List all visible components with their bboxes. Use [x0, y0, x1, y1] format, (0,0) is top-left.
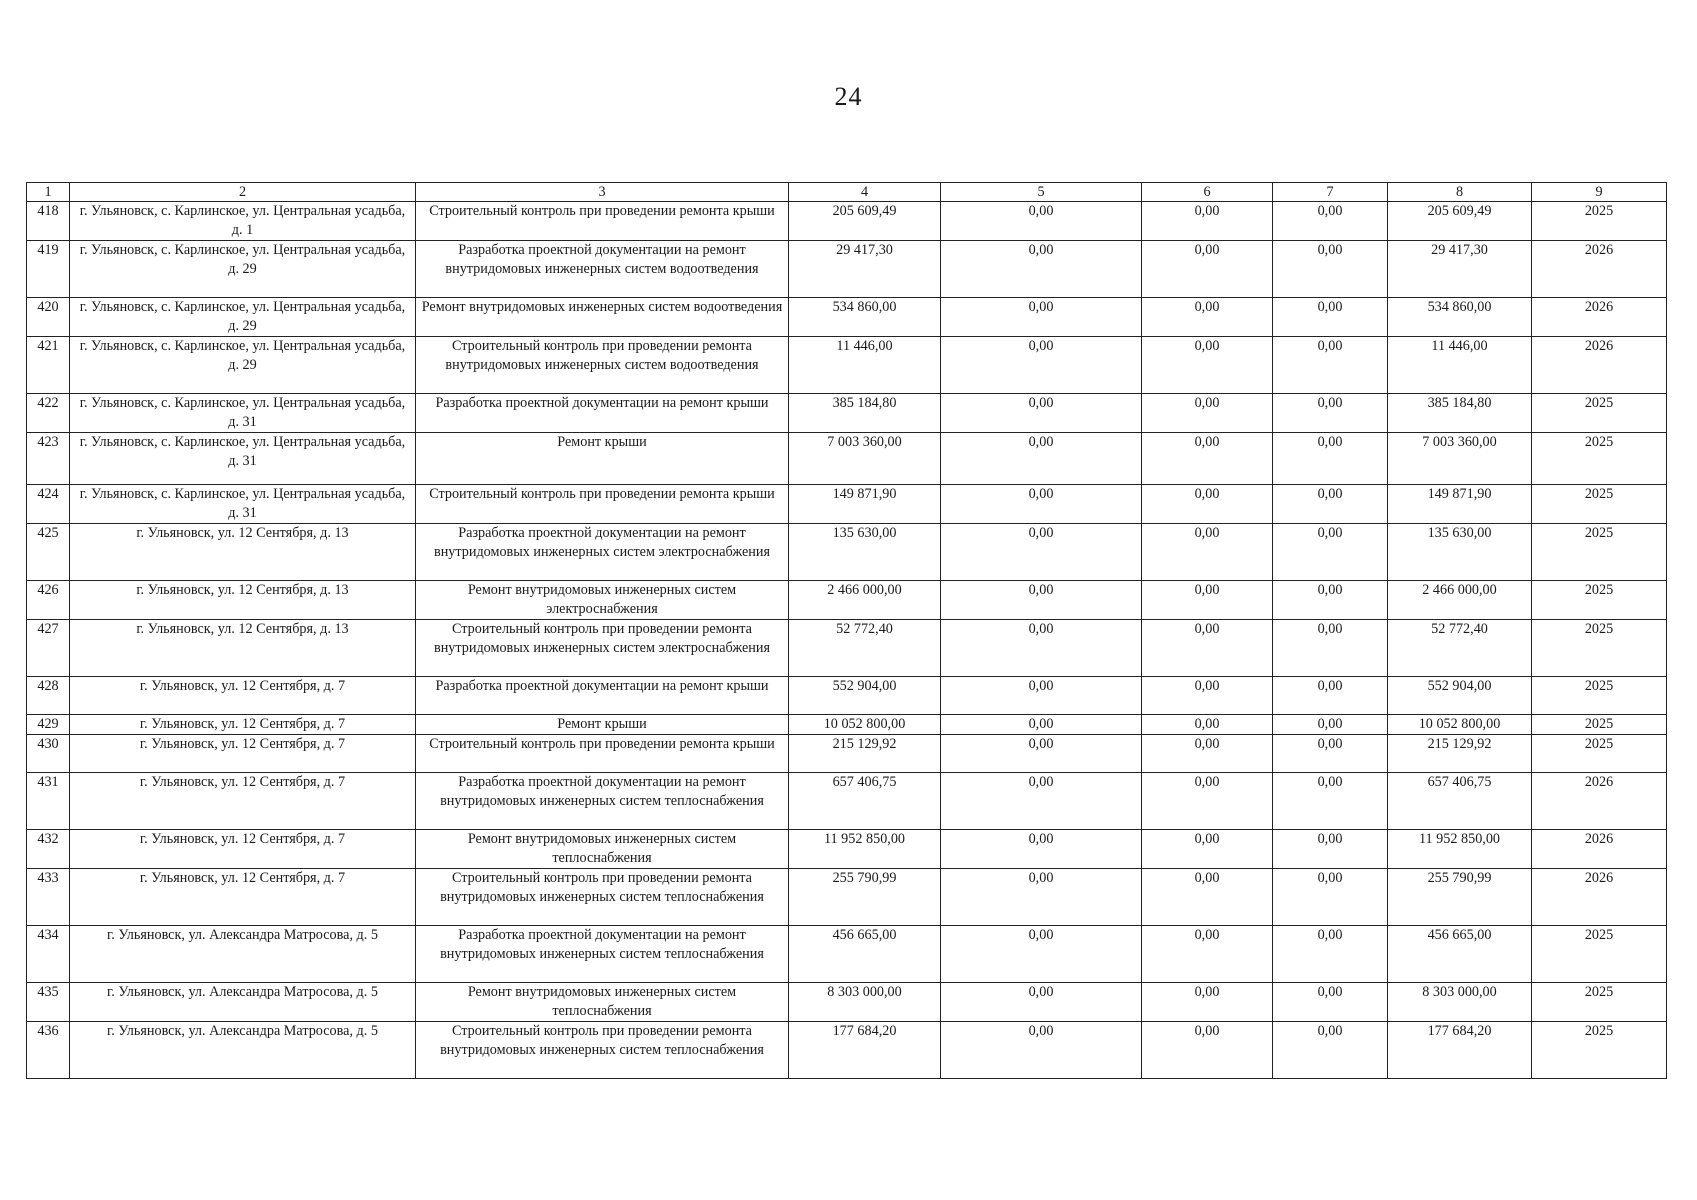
year-cell: 2026 [1532, 337, 1667, 394]
column-7-cell: 0,00 [1273, 773, 1388, 830]
year-cell: 2026 [1532, 869, 1667, 926]
work-type-cell: Разработка проектной документации на ремонт крыши [416, 677, 789, 715]
column-7-cell: 0,00 [1273, 241, 1388, 298]
work-type-cell: Разработка проектной документации на ремонт внутридомовых инженерных систем теплоснабжения [416, 773, 789, 830]
column-5-cell: 0,00 [941, 677, 1142, 715]
column-7-cell: 0,00 [1273, 869, 1388, 926]
column-7-cell: 0,00 [1273, 485, 1388, 524]
work-type-cell: Строительный контроль при проведении ремонта крыши [416, 735, 789, 773]
address-cell: г. Ульяновск, ул. Александра Матросова, д. 5 [70, 926, 416, 983]
table-row [27, 298, 1667, 337]
address-cell: г. Ульяновск, ул. 12 Сентября, д. 7 [70, 735, 416, 773]
year-cell: 2025 [1532, 202, 1667, 241]
column-6-cell: 0,00 [1142, 677, 1273, 715]
total-cost-cell: 552 904,00 [789, 677, 941, 715]
row-number-cell: 422 [27, 394, 70, 433]
table-row [27, 735, 1667, 773]
column-7-cell: 0,00 [1273, 433, 1388, 485]
column-number-header: 5 [941, 183, 1142, 202]
column-8-cell: 2 466 000,00 [1388, 581, 1532, 620]
column-6-cell: 0,00 [1142, 298, 1273, 337]
column-8-cell: 177 684,20 [1388, 1022, 1532, 1079]
column-5-cell: 0,00 [941, 983, 1142, 1022]
column-number-header: 8 [1388, 183, 1532, 202]
address-cell: г. Ульяновск, с. Карлинское, ул. Центральная усадьба, д. 29 [70, 298, 416, 337]
year-cell: 2025 [1532, 581, 1667, 620]
work-type-cell: Строительный контроль при проведении ремонта внутридомовых инженерных систем электроснабжения [416, 620, 789, 677]
column-number-header: 6 [1142, 183, 1273, 202]
year-cell: 2026 [1532, 298, 1667, 337]
column-6-cell: 0,00 [1142, 485, 1273, 524]
column-7-cell: 0,00 [1273, 202, 1388, 241]
table-row [27, 830, 1667, 869]
total-cost-cell: 657 406,75 [789, 773, 941, 830]
total-cost-cell: 385 184,80 [789, 394, 941, 433]
page-number: 24 [834, 82, 863, 111]
address-cell: г. Ульяновск, с. Карлинское, ул. Центральная усадьба, д. 1 [70, 202, 416, 241]
address-cell: г. Ульяновск, с. Карлинское, ул. Центральная усадьба, д. 29 [70, 241, 416, 298]
year-cell: 2025 [1532, 677, 1667, 715]
column-8-cell: 552 904,00 [1388, 677, 1532, 715]
column-8-cell: 534 860,00 [1388, 298, 1532, 337]
row-number-cell: 419 [27, 241, 70, 298]
column-5-cell: 0,00 [941, 715, 1142, 735]
column-7-cell: 0,00 [1273, 337, 1388, 394]
column-5-cell: 0,00 [941, 241, 1142, 298]
work-type-cell: Строительный контроль при проведении ремонта внутридомовых инженерных систем теплоснабжения [416, 1022, 789, 1079]
column-number-header: 4 [789, 183, 941, 202]
column-7-cell: 0,00 [1273, 677, 1388, 715]
column-5-cell: 0,00 [941, 773, 1142, 830]
column-8-cell: 11 952 850,00 [1388, 830, 1532, 869]
work-type-cell: Строительный контроль при проведении ремонта крыши [416, 485, 789, 524]
table-header-row [27, 183, 1667, 202]
row-number-cell: 429 [27, 715, 70, 735]
column-5-cell: 0,00 [941, 869, 1142, 926]
total-cost-cell: 29 417,30 [789, 241, 941, 298]
address-cell: г. Ульяновск, с. Карлинское, ул. Центральная усадьба, д. 29 [70, 337, 416, 394]
column-8-cell: 205 609,49 [1388, 202, 1532, 241]
row-number-cell: 426 [27, 581, 70, 620]
table-row [27, 1022, 1667, 1079]
table-row [27, 983, 1667, 1022]
row-number-cell: 435 [27, 983, 70, 1022]
table-row [27, 433, 1667, 485]
year-cell: 2026 [1532, 830, 1667, 869]
column-number-header: 3 [416, 183, 789, 202]
address-cell: г. Ульяновск, ул. Александра Матросова, д. 5 [70, 983, 416, 1022]
column-8-cell: 255 790,99 [1388, 869, 1532, 926]
table-row [27, 715, 1667, 735]
address-cell: г. Ульяновск, с. Карлинское, ул. Центральная усадьба, д. 31 [70, 485, 416, 524]
work-type-cell: Разработка проектной документации на ремонт внутридомовых инженерных систем теплоснабжения [416, 926, 789, 983]
column-8-cell: 8 303 000,00 [1388, 983, 1532, 1022]
address-cell: г. Ульяновск, ул. 12 Сентября, д. 7 [70, 715, 416, 735]
column-5-cell: 0,00 [941, 298, 1142, 337]
column-6-cell: 0,00 [1142, 715, 1273, 735]
total-cost-cell: 11 952 850,00 [789, 830, 941, 869]
table-row [27, 581, 1667, 620]
work-type-cell: Разработка проектной документации на ремонт крыши [416, 394, 789, 433]
work-type-cell: Разработка проектной документации на ремонт внутридомовых инженерных систем электроснабжения [416, 524, 789, 581]
column-number-header: 2 [70, 183, 416, 202]
row-number-cell: 424 [27, 485, 70, 524]
column-8-cell: 385 184,80 [1388, 394, 1532, 433]
column-6-cell: 0,00 [1142, 433, 1273, 485]
table-body [27, 202, 1667, 1079]
total-cost-cell: 11 446,00 [789, 337, 941, 394]
table-row [27, 337, 1667, 394]
column-8-cell: 10 052 800,00 [1388, 715, 1532, 735]
work-type-cell: Ремонт крыши [416, 715, 789, 735]
column-7-cell: 0,00 [1273, 394, 1388, 433]
work-type-cell: Ремонт крыши [416, 433, 789, 485]
column-7-cell: 0,00 [1273, 524, 1388, 581]
column-7-cell: 0,00 [1273, 715, 1388, 735]
column-number-header: 1 [27, 183, 70, 202]
total-cost-cell: 456 665,00 [789, 926, 941, 983]
work-type-cell: Разработка проектной документации на ремонт внутридомовых инженерных систем водоотведения [416, 241, 789, 298]
column-6-cell: 0,00 [1142, 983, 1273, 1022]
year-cell: 2026 [1532, 241, 1667, 298]
column-6-cell: 0,00 [1142, 620, 1273, 677]
address-cell: г. Ульяновск, ул. Александра Матросова, д. 5 [70, 1022, 416, 1079]
table-row [27, 202, 1667, 241]
year-cell: 2025 [1532, 926, 1667, 983]
row-number-cell: 421 [27, 337, 70, 394]
row-number-cell: 433 [27, 869, 70, 926]
address-cell: г. Ульяновск, с. Карлинское, ул. Центральная усадьба, д. 31 [70, 394, 416, 433]
column-6-cell: 0,00 [1142, 926, 1273, 983]
column-6-cell: 0,00 [1142, 830, 1273, 869]
column-8-cell: 215 129,92 [1388, 735, 1532, 773]
column-5-cell: 0,00 [941, 581, 1142, 620]
table-row [27, 620, 1667, 677]
address-cell: г. Ульяновск, ул. 12 Сентября, д. 13 [70, 581, 416, 620]
column-7-cell: 0,00 [1273, 926, 1388, 983]
column-7-cell: 0,00 [1273, 1022, 1388, 1079]
works-table [26, 182, 1667, 1079]
column-5-cell: 0,00 [941, 1022, 1142, 1079]
column-7-cell: 0,00 [1273, 735, 1388, 773]
column-8-cell: 135 630,00 [1388, 524, 1532, 581]
column-5-cell: 0,00 [941, 394, 1142, 433]
column-5-cell: 0,00 [941, 735, 1142, 773]
column-6-cell: 0,00 [1142, 337, 1273, 394]
column-5-cell: 0,00 [941, 524, 1142, 581]
work-type-cell: Ремонт внутридомовых инженерных систем теплоснабжения [416, 830, 789, 869]
work-type-cell: Ремонт внутридомовых инженерных систем теплоснабжения [416, 983, 789, 1022]
table-row [27, 926, 1667, 983]
year-cell: 2025 [1532, 735, 1667, 773]
address-cell: г. Ульяновск, ул. 12 Сентября, д. 13 [70, 620, 416, 677]
column-6-cell: 0,00 [1142, 202, 1273, 241]
column-number-header: 9 [1532, 183, 1667, 202]
work-type-cell: Строительный контроль при проведении ремонта внутридомовых инженерных систем теплоснабжения [416, 869, 789, 926]
total-cost-cell: 52 772,40 [789, 620, 941, 677]
total-cost-cell: 135 630,00 [789, 524, 941, 581]
column-number-header: 7 [1273, 183, 1388, 202]
work-type-cell: Ремонт внутридомовых инженерных систем электроснабжения [416, 581, 789, 620]
column-5-cell: 0,00 [941, 202, 1142, 241]
column-6-cell: 0,00 [1142, 394, 1273, 433]
column-8-cell: 7 003 360,00 [1388, 433, 1532, 485]
year-cell: 2025 [1532, 524, 1667, 581]
row-number-cell: 436 [27, 1022, 70, 1079]
column-8-cell: 456 665,00 [1388, 926, 1532, 983]
column-6-cell: 0,00 [1142, 524, 1273, 581]
year-cell: 2025 [1532, 620, 1667, 677]
total-cost-cell: 2 466 000,00 [789, 581, 941, 620]
column-6-cell: 0,00 [1142, 773, 1273, 830]
total-cost-cell: 7 003 360,00 [789, 433, 941, 485]
row-number-cell: 425 [27, 524, 70, 581]
row-number-cell: 428 [27, 677, 70, 715]
work-type-cell: Строительный контроль при проведении ремонта крыши [416, 202, 789, 241]
table-row [27, 524, 1667, 581]
column-5-cell: 0,00 [941, 433, 1142, 485]
total-cost-cell: 177 684,20 [789, 1022, 941, 1079]
column-8-cell: 29 417,30 [1388, 241, 1532, 298]
year-cell: 2025 [1532, 433, 1667, 485]
column-5-cell: 0,00 [941, 337, 1142, 394]
row-number-cell: 430 [27, 735, 70, 773]
column-7-cell: 0,00 [1273, 298, 1388, 337]
column-7-cell: 0,00 [1273, 620, 1388, 677]
work-type-cell: Ремонт внутридомовых инженерных систем водоотведения [416, 298, 789, 337]
column-6-cell: 0,00 [1142, 1022, 1273, 1079]
column-5-cell: 0,00 [941, 620, 1142, 677]
column-5-cell: 0,00 [941, 485, 1142, 524]
address-cell: г. Ульяновск, ул. 12 Сентября, д. 13 [70, 524, 416, 581]
total-cost-cell: 255 790,99 [789, 869, 941, 926]
column-5-cell: 0,00 [941, 926, 1142, 983]
total-cost-cell: 8 303 000,00 [789, 983, 941, 1022]
address-cell: г. Ульяновск, ул. 12 Сентября, д. 7 [70, 677, 416, 715]
column-6-cell: 0,00 [1142, 581, 1273, 620]
column-7-cell: 0,00 [1273, 830, 1388, 869]
column-6-cell: 0,00 [1142, 241, 1273, 298]
table-row [27, 485, 1667, 524]
row-number-cell: 432 [27, 830, 70, 869]
year-cell: 2025 [1532, 715, 1667, 735]
row-number-cell: 434 [27, 926, 70, 983]
total-cost-cell: 149 871,90 [789, 485, 941, 524]
column-8-cell: 149 871,90 [1388, 485, 1532, 524]
table-row [27, 394, 1667, 433]
address-cell: г. Ульяновск, ул. 12 Сентября, д. 7 [70, 830, 416, 869]
column-6-cell: 0,00 [1142, 869, 1273, 926]
total-cost-cell: 10 052 800,00 [789, 715, 941, 735]
row-number-cell: 431 [27, 773, 70, 830]
table-row [27, 869, 1667, 926]
year-cell: 2026 [1532, 773, 1667, 830]
year-cell: 2025 [1532, 983, 1667, 1022]
address-cell: г. Ульяновск, ул. 12 Сентября, д. 7 [70, 773, 416, 830]
year-cell: 2025 [1532, 394, 1667, 433]
column-6-cell: 0,00 [1142, 735, 1273, 773]
year-cell: 2025 [1532, 1022, 1667, 1079]
column-8-cell: 52 772,40 [1388, 620, 1532, 677]
table-row [27, 241, 1667, 298]
row-number-cell: 418 [27, 202, 70, 241]
column-7-cell: 0,00 [1273, 983, 1388, 1022]
column-7-cell: 0,00 [1273, 581, 1388, 620]
row-number-cell: 420 [27, 298, 70, 337]
column-5-cell: 0,00 [941, 830, 1142, 869]
table-row [27, 677, 1667, 715]
address-cell: г. Ульяновск, ул. 12 Сентября, д. 7 [70, 869, 416, 926]
total-cost-cell: 534 860,00 [789, 298, 941, 337]
total-cost-cell: 215 129,92 [789, 735, 941, 773]
row-number-cell: 427 [27, 620, 70, 677]
year-cell: 2025 [1532, 485, 1667, 524]
column-8-cell: 657 406,75 [1388, 773, 1532, 830]
total-cost-cell: 205 609,49 [789, 202, 941, 241]
column-8-cell: 11 446,00 [1388, 337, 1532, 394]
address-cell: г. Ульяновск, с. Карлинское, ул. Центральная усадьба, д. 31 [70, 433, 416, 485]
work-type-cell: Строительный контроль при проведении ремонта внутридомовых инженерных систем водоотведения [416, 337, 789, 394]
table-row [27, 773, 1667, 830]
row-number-cell: 423 [27, 433, 70, 485]
